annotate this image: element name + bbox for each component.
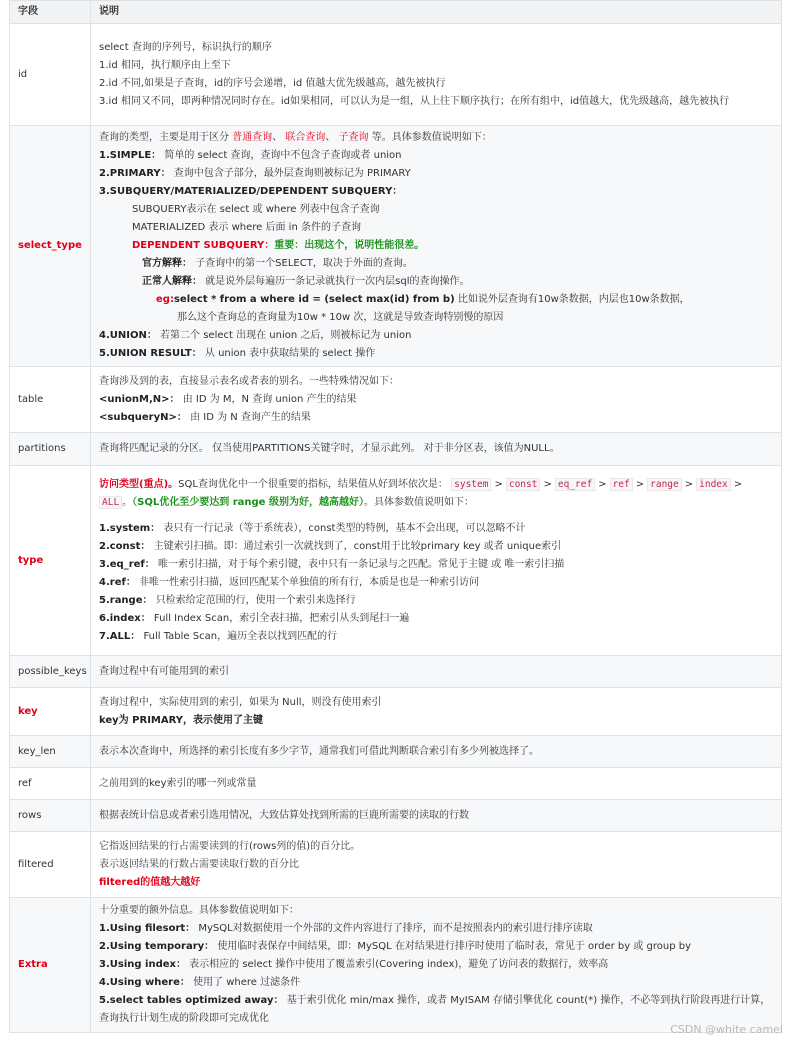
table-row-type <box>10 466 782 656</box>
field-select-type: select_type <box>10 126 91 367</box>
key-label: 4.UNION： <box>99 330 157 341</box>
spacer <box>99 512 773 520</box>
field-type: type <box>10 466 91 656</box>
type-item-desc: Full Table Scan，遍历全表以找到匹配的行 <box>143 630 338 642</box>
field-key-len: key_len <box>10 736 91 768</box>
type-item-desc: Full Index Scan，索引全表扫描，把索引从头到尾扫一遍 <box>153 612 410 624</box>
table-row-key <box>10 688 782 736</box>
type-item-desc: 表只有一行记录（等于系统表），const类型的特例，基本不会出现，可以忽略不计 <box>163 522 526 534</box>
type-code-chip: const <box>506 478 541 491</box>
desc-possible-keys <box>91 656 782 688</box>
key-label: <subqueryN>： <box>99 411 187 423</box>
rows-line-1: 根据表统计信息或者索引选用情况，大致估算处找到所需的巨鹿所需要的读取的行数 <box>99 809 469 821</box>
type-item <box>99 574 773 592</box>
key-label: 1.SIMPLE： <box>99 150 162 161</box>
field-key: key <box>10 688 91 736</box>
type-item-key: 7.ALL： <box>99 630 141 642</box>
id-line-2: 1.id 相同，执行顺序由上至下 <box>99 59 231 71</box>
highlight-normal-query: 普通查询 <box>232 132 273 143</box>
extra-item <box>99 974 773 992</box>
partitions-line-1: 查询将匹配记录的分区。 仅当使用PARTITIONS关键字时，才显示此列。 对于非分区表，该值为NULL。 <box>99 443 560 454</box>
select-type-official-line <box>99 255 773 273</box>
example-label: eg: <box>156 294 174 305</box>
type-line-2 <box>99 494 773 512</box>
field-possible-keys: possible_keys <box>10 656 91 688</box>
type-order-last <box>99 496 122 509</box>
table-row-extra <box>10 898 782 1033</box>
example-sql: select * from a where id = (select max(id) from b) <box>173 294 455 305</box>
type-item-key: 4.ref： <box>99 576 136 588</box>
key-line-2: key为 PRIMARY，表示使用了主键 <box>99 714 263 726</box>
desc-table <box>91 367 782 433</box>
select-type-union <box>99 327 773 345</box>
desc-select-type <box>91 126 782 367</box>
warning-text: 重要：出现这个，说明性能很差。 <box>274 240 425 251</box>
key-label: 5.UNION RESULT： <box>99 348 202 359</box>
select-type-union-result <box>99 345 773 363</box>
table-line-2 <box>99 391 773 409</box>
ref-line-1: 之前用到的key索引的哪一列或常量 <box>99 777 257 789</box>
type-item-desc: 只检索给定范围的行，使用一个索引来选择行 <box>155 594 356 606</box>
select-type-line-1 <box>99 129 773 147</box>
extra-item-key: 3.Using index： <box>99 959 186 970</box>
desc-rows <box>91 800 782 832</box>
id-line-3: 2.id 不同,如果是子查询，id的序号会递增，id 值越大优先级越高，越先被执行 <box>99 77 446 89</box>
table-line-3 <box>99 409 773 427</box>
extra-item <box>99 956 773 974</box>
select-type-example-cont: 那么这个查询总的查询量为10w * 10w 次，这就是导致查询特别慢的原因 <box>177 312 504 323</box>
text: 、 <box>272 132 283 143</box>
type-item <box>99 610 773 628</box>
desc-ref <box>91 768 782 800</box>
key-label: 2.PRIMARY： <box>99 168 171 179</box>
extra-item <box>99 920 773 938</box>
filtered-line-3: filtered的值越大越好 <box>99 876 201 888</box>
field-partitions: partitions <box>10 433 91 466</box>
explain-columns-table <box>9 0 782 1033</box>
table-row-filtered <box>10 832 782 898</box>
recommendation-text: （SQL优化至少要达到 range 级别为好，越高越好） <box>132 496 364 508</box>
type-order-list <box>451 479 745 490</box>
desc-partitions <box>91 433 782 466</box>
highlight-union-query: 联合查询 <box>285 132 326 143</box>
filtered-line-1: 它指返回结果的行占需要读到的行(rows列的值)的百分比。 <box>99 840 361 852</box>
extra-item-desc: 使用了 where 过滤条件 <box>193 977 301 988</box>
possible-keys-line-1: 查询过程中有可能用到的索引 <box>99 665 229 677</box>
select-type-subquery-line: SUBQUERY表示在 select 或 where 列表中包含子查询 <box>132 204 380 215</box>
type-item <box>99 538 773 556</box>
type-item-key: 5.range： <box>99 594 153 606</box>
field-table: table <box>10 367 91 433</box>
table-row-partitions <box>10 433 782 466</box>
type-item-desc: 主键索引扫描。即：通过索引一次就找到了，const用于比较primary key 或者 unique索引 <box>153 540 562 552</box>
type-code-separator: > <box>543 478 552 490</box>
text: 简单的 select 查询，查询中不包含子查询或者 union <box>164 150 402 161</box>
extra-item-desc: 使用临时表保存中间结果，即：MySQL 在对结果进行排序时使用了临时表，常见于 order by 或 group by <box>217 941 691 952</box>
text: 由 ID 为 N 查询产生的结果 <box>190 411 311 423</box>
type-item <box>99 556 773 574</box>
select-type-plain-line <box>99 273 773 291</box>
type-item-desc: 非唯一性索引扫描，返回匹配某个单独值的所有行，本质是也是一种索引访问 <box>139 576 480 588</box>
extra-item-key: 5.select tables optimized away： <box>99 995 284 1006</box>
type-item-desc: 唯一索引扫描，对于每个索引键，表中只有一条记录与之匹配。常见于主键 或 唯一索引扫描 <box>157 558 565 570</box>
key-label: <unionM,N>： <box>99 393 180 405</box>
type-code-chip: system <box>451 478 491 491</box>
field-extra: Extra <box>10 898 91 1033</box>
table-header-row <box>10 1 782 24</box>
type-line-1 <box>99 476 773 494</box>
select-type-primary <box>99 165 773 183</box>
text: 子查询中的第一个SELECT，取决于外面的查询。 <box>195 258 413 269</box>
text: 就是说外层每遍历一条记录就执行一次内层sql的查询操作。 <box>205 276 470 287</box>
table-row-select-type <box>10 126 782 367</box>
key-label: 3.SUBQUERY/MATERIALIZED/DEPENDENT SUBQUERY： <box>99 186 403 197</box>
extra-item <box>99 938 773 956</box>
extra-line-1: 十分重要的额外信息。具体参数值说明如下： <box>99 905 299 916</box>
id-line-4: 3.id 相同又不同，即两种情况同时存在。id如果相同，可以认为是一组，从上往下顺序执行；在所有组中，id值越大，优先级越高，越先被执行 <box>99 95 730 107</box>
key-line-1: 查询过程中，实际使用到的索引，如果为 Null，则没有使用索引 <box>99 696 382 708</box>
text: 。具体参数值说明如下： <box>363 496 474 508</box>
desc-key <box>91 688 782 736</box>
type-item <box>99 592 773 610</box>
text: 由 ID 为 M，N 查询 union 产生的结果 <box>182 393 357 405</box>
text: 、 <box>325 132 336 143</box>
extra-item-desc: 基于索引优化 min/max 操作，或者 MyISAM 存储引擎优化 count(*) 操作，不必等到执行阶段再进行计算，查询执行计划生成的阶段即可完成优化 <box>99 995 771 1024</box>
key-label: 正常人解释： <box>142 276 202 287</box>
desc-key-len <box>91 736 782 768</box>
select-type-subquery-heading <box>99 183 773 201</box>
text: 比如说外层查询有10w条数据，内层也10w条数据， <box>457 294 690 305</box>
table-line-1: 查询涉及到的表，直接显示表名或者表的别名。一些特殊情况如下： <box>99 375 399 387</box>
type-item <box>99 628 773 646</box>
type-code-separator: > <box>494 478 503 490</box>
header-desc: 说明 <box>91 1 782 24</box>
select-type-dependent-line <box>99 237 773 255</box>
desc-id <box>91 24 782 126</box>
type-code-chip: ALL <box>99 496 122 509</box>
key-len-line-1: 表示本次查询中，所选择的索引长度有多少字节，通常我们可借此判断联合索引有多少列被选择了。 <box>99 745 539 757</box>
text: 等。具体参数值说明如下： <box>371 132 492 143</box>
text: 查询的类型，主要是用于区分 <box>99 132 229 143</box>
type-items-list <box>99 520 773 646</box>
extra-item-key: 2.Using temporary： <box>99 941 215 952</box>
watermark: CSDN @white camel <box>670 1023 783 1036</box>
type-item-key: 2.const： <box>99 540 151 552</box>
type-code-separator: > <box>733 478 743 490</box>
field-id: id <box>10 24 91 126</box>
extra-item-key: 1.Using filesort： <box>99 923 196 934</box>
extra-item-key: 4.Using where： <box>99 977 190 988</box>
type-code-separator: > <box>598 478 607 490</box>
type-code-separator: > <box>684 478 694 490</box>
type-item-key: 1.system： <box>99 522 161 534</box>
desc-filtered <box>91 832 782 898</box>
text: 。 <box>122 496 133 508</box>
key-label: 官方解释： <box>142 258 192 269</box>
text: SQL查询优化中一个很重要的指标，结果值从好到坏依次是： <box>178 478 448 490</box>
highlight-label: 访问类型(重点)。 <box>99 478 179 490</box>
field-rows: rows <box>10 800 91 832</box>
type-item-key: 6.index： <box>99 612 151 624</box>
key-label: DEPENDENT SUBQUERY： <box>132 240 275 251</box>
select-type-example-line <box>99 291 773 309</box>
highlight-subquery: 子查询 <box>338 132 369 143</box>
header-field: 字段 <box>10 1 91 24</box>
select-type-materialized-line: MATERIALIZED 表示 where 后面 in 条件的子查询 <box>132 222 361 233</box>
extra-item-desc: MySQL对数据使用一个外部的文件内容进行了排序，而不是按照表内的索引进行排序读取 <box>198 923 593 934</box>
table-row-key-len <box>10 736 782 768</box>
type-code-separator: > <box>635 478 645 490</box>
table-row-possible-keys <box>10 656 782 688</box>
type-item-key: 3.eq_ref： <box>99 558 155 570</box>
type-code-chip: eq_ref <box>555 478 595 491</box>
type-item <box>99 520 773 538</box>
type-code-chip: range <box>647 478 682 491</box>
text: 查询中包含子部分，最外层查询则被标记为 PRIMARY <box>173 168 411 179</box>
type-code-chip: ref <box>610 478 633 491</box>
id-line-1: select 查询的序列号，标识执行的顺序 <box>99 41 272 53</box>
text: 若第二个 select 出现在 union 之后，则被标记为 union <box>160 330 412 341</box>
extra-item-desc: 表示相应的 select 操作中使用了覆盖索引(Covering index)，避免了访问表的数据行，效率高 <box>189 959 609 970</box>
table-row-table <box>10 367 782 433</box>
desc-extra <box>91 898 782 1033</box>
type-code-chip: index <box>696 478 731 491</box>
table-row-ref <box>10 768 782 800</box>
extra-items-list <box>99 920 773 1028</box>
desc-type <box>91 466 782 656</box>
select-type-simple <box>99 147 773 165</box>
table-row-rows <box>10 800 782 832</box>
field-filtered: filtered <box>10 832 91 898</box>
text: 从 union 表中获取结果的 select 操作 <box>204 348 376 359</box>
filtered-line-2: 表示返回结果的行数占需要读取行数的百分比 <box>99 858 299 870</box>
field-ref: ref <box>10 768 91 800</box>
table-row-id <box>10 24 782 126</box>
